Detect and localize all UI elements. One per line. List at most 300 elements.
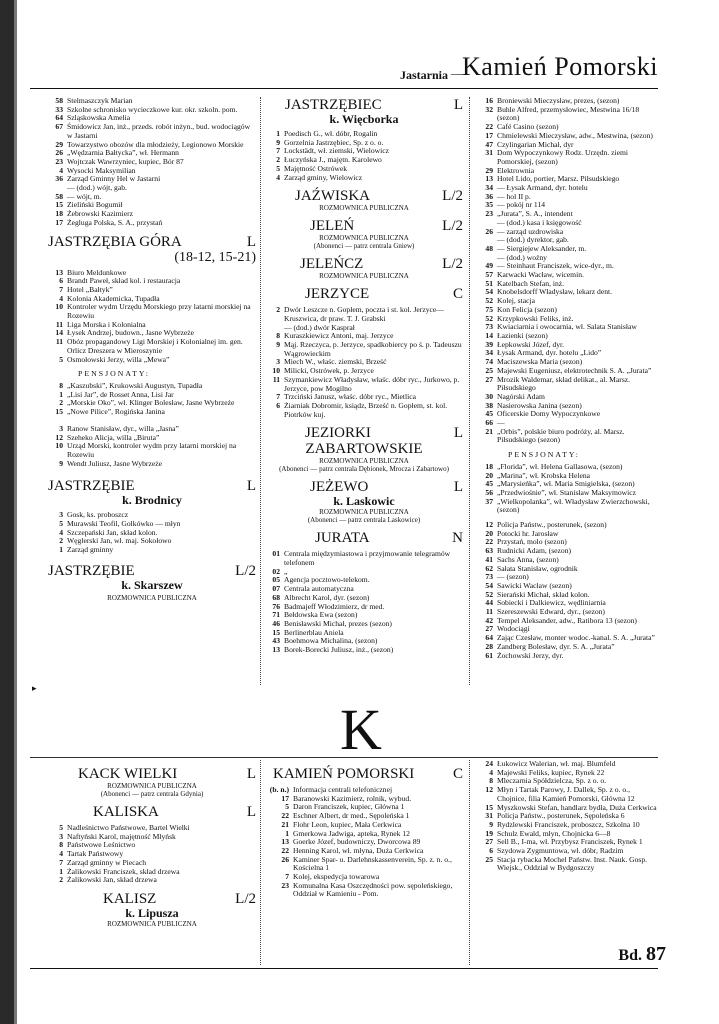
entry-number: 16 xyxy=(485,96,493,105)
entry-text: Sell B., I-ma, wł. Przybysz Franciszek, Rynek 1 xyxy=(497,837,643,847)
entry-number: 39 xyxy=(485,339,493,349)
entry-number: 35 xyxy=(485,200,493,210)
place-tag: L/2 xyxy=(442,188,463,205)
place-note: ROZMOWNICA PUBLICZNA xyxy=(319,457,409,466)
entry-number: 52 xyxy=(485,296,493,306)
entry-number: 73 xyxy=(485,572,493,582)
place-name: JASTRZĘBIA GÓRA xyxy=(48,233,182,250)
entry-text: Kolej, stacja xyxy=(497,296,535,306)
place-name: JAŹWISKA xyxy=(295,188,370,205)
directory-list xyxy=(48,382,256,417)
place-heading xyxy=(48,478,256,494)
directory-entry xyxy=(265,550,463,567)
section-label: PENSJONATY: xyxy=(508,450,580,460)
entry-number: 45 xyxy=(485,479,493,489)
entry-number: 11 xyxy=(485,607,493,617)
place-note: (Abonenci — patrz centrala Gdynia) xyxy=(100,790,204,798)
entry-text: Łuczyńska J., majętn. Karolewo xyxy=(284,155,382,165)
place-name: KALISZ xyxy=(103,890,157,907)
entry-number: 2 xyxy=(59,398,63,408)
entry-text: Żalikowski Franciszek, skład drzewa xyxy=(67,866,180,876)
entry-text: Szeheko Alicja, willa „Biruta” xyxy=(67,432,160,442)
entry-text: Przystań, molo (sezon) xyxy=(497,537,567,547)
entry-text: Obóz propagandowy Ligi Morskiej i Kolonialnej im. gen. Orlicz Dreszera w Mieroszynie xyxy=(67,337,243,355)
margin-mark: ▸ xyxy=(32,683,37,693)
entry-number: 13 xyxy=(485,174,493,184)
entry-text: Eschner Albert, dr med., Sępoleńska 1 xyxy=(293,811,410,821)
entry-number: 6 xyxy=(489,846,493,856)
place-tag: C xyxy=(452,766,463,782)
place-name: JEZIORKI xyxy=(305,425,371,442)
entry-text: Żochowski Jerzy, dyr. xyxy=(497,650,564,660)
place-subtitle: k. Brodnicy xyxy=(122,493,182,508)
entry-text: Milicki, Ostrówek, p. Jerzyce xyxy=(284,366,374,376)
page-footer xyxy=(618,943,666,966)
place-name: ZABARTOWSKIE xyxy=(305,441,423,458)
directory-entry xyxy=(48,876,256,885)
entry-number: 54 xyxy=(485,580,493,590)
entry-text: „Nowe Pilice”, Rogińska Janina xyxy=(67,407,165,417)
directory-entry xyxy=(48,546,256,555)
place-heading xyxy=(48,234,256,250)
entry-text: Ranow Stanisław, dyr., willa „Jasna” xyxy=(67,423,179,433)
entry-text: Kolonia Akademicka, Tupadła xyxy=(67,293,160,303)
entry-text: Węglerski Jan, wł. maj. Sokołowo xyxy=(67,536,172,546)
column-divider xyxy=(469,760,470,965)
entry-text: Sałata Stanisław, ogrodnik xyxy=(497,563,578,573)
directory-entry xyxy=(48,303,256,320)
entry-text: Oficerskie Domy Wypoczynkowe xyxy=(497,409,601,419)
entry-number: 66 xyxy=(485,418,493,428)
entry-text: Liga Morska i Kolonialna xyxy=(67,319,146,329)
entry-number: 9 xyxy=(276,137,280,147)
entry-text: Karwacki Wacław, wicemin. xyxy=(497,270,584,280)
entry-number: 12 xyxy=(55,432,63,442)
entry-number: 23 xyxy=(281,880,289,890)
entry-text: Baranowski Kazimierz, rolnik, wybud. xyxy=(293,793,412,803)
entry-number: 5 xyxy=(59,354,63,364)
directory-list xyxy=(265,306,463,419)
directory-entry xyxy=(478,428,658,445)
directory-entry xyxy=(265,376,463,393)
section-letter: K xyxy=(340,697,382,762)
entry-number: 7 xyxy=(285,872,289,882)
entry-text: Sawicki Wacław (sezon) xyxy=(497,580,572,590)
place-name: KALISKA xyxy=(93,804,159,820)
entry-text: Badmajeff Włodzimierz, dr med. xyxy=(284,601,385,611)
entry-number: 10 xyxy=(272,366,280,376)
entry-number: 07 xyxy=(272,584,280,594)
entry-number: 14 xyxy=(55,328,63,338)
entry-number: 8 xyxy=(59,380,63,390)
entry-number: 6 xyxy=(59,276,63,286)
directory-list xyxy=(478,521,658,660)
directory-entry xyxy=(478,106,658,123)
entry-text: Albrecht Karol, dyr. (sezon) xyxy=(284,592,370,602)
entry-text: Żebrowski Kazimierz xyxy=(67,209,133,219)
entry-number: 25 xyxy=(485,365,493,375)
directory-entry xyxy=(265,882,463,899)
entry-text: Szymankiewicz Władysław, właśc. dóbr ryc., Jurkowo, p. Jerzyce, pow Mogilno xyxy=(284,374,460,393)
entry-text: Centrala automatyczna xyxy=(284,584,354,594)
entry-text: Katelbach Stefan, inż. xyxy=(497,278,565,288)
entry-text: — Siergiejew Aleksander, m. xyxy=(497,243,587,253)
entry-text: „Florida”, wł. Helena Gallasowa, (sezon) xyxy=(497,461,623,471)
entry-text: Hotel „Bałtyk” xyxy=(67,284,113,294)
entry-number: 3 xyxy=(59,423,63,433)
entry-number: 4 xyxy=(489,767,493,777)
place-note: ROZMOWNICA PUBLICZNA xyxy=(107,593,197,602)
entry-number: 26 xyxy=(281,854,289,864)
place-subtitle: k. Lipusza xyxy=(125,905,179,920)
entry-number: 58 xyxy=(55,191,63,201)
entry-number: 62 xyxy=(485,563,493,573)
entry-number: 57 xyxy=(485,270,493,280)
entry-text: Myszkowski Stefan, handlarz bydła, Duża Cerkwica xyxy=(497,802,657,812)
entry-number: 6 xyxy=(276,400,280,410)
entry-text: — Steinhaut Franciszek, wice-dyr., m. xyxy=(497,261,614,271)
directory-list xyxy=(478,463,658,515)
directory-entry xyxy=(478,376,658,393)
entry-number: 12 xyxy=(485,785,493,795)
scan-left-edge xyxy=(0,0,14,1024)
entry-text: — wójt, m. xyxy=(67,191,102,201)
place-heading xyxy=(265,218,463,234)
entry-number: 64 xyxy=(485,633,493,643)
entry-number: 18 xyxy=(485,461,493,471)
entry-text: Stacja rybacka Mochel Państw. Inst. Nauk. Gosp. Wiejsk., Oddział w Bydgoszczy xyxy=(497,854,648,873)
entry-number: 29 xyxy=(55,139,63,149)
entry-text: Maciszewska Maria (sezon) xyxy=(497,357,583,367)
entry-number: 52 xyxy=(485,313,493,323)
place-name: JEŻEWO xyxy=(310,479,369,496)
entry-text: — (dod.) dwór Kasprał xyxy=(284,322,355,332)
entry-text: Informacja centrali telefonicznej xyxy=(293,785,393,794)
entry-text: Wendt Juliusz, Jasne Wybrzeże xyxy=(67,458,162,468)
section-label: PENSJONATY: xyxy=(78,369,150,379)
place-tag: L xyxy=(453,425,463,442)
entry-number: 3 xyxy=(276,357,280,367)
section-rule xyxy=(30,757,658,758)
entry-number: 1 xyxy=(59,866,63,876)
place-tag: L xyxy=(246,478,256,495)
directory-entry xyxy=(478,410,658,419)
entry-text: Łysek Andrzej, budown., Jasne Wybrzeże xyxy=(67,328,194,338)
entry-number: 11 xyxy=(55,319,63,329)
entry-text: Majewski Eugeniusz, elektrotechnik S. A. „Jurata” xyxy=(497,365,652,375)
entry-text: „ xyxy=(284,566,288,576)
entry-text: Naftyński Karol, majętność Młyńsk xyxy=(67,831,176,841)
entry-text: Szczepański Jan, skład kolon. xyxy=(67,527,158,537)
column-divider xyxy=(469,97,470,685)
entry-text: Czylingarian Michał, dyr xyxy=(497,139,574,149)
entry-number: 47 xyxy=(485,139,493,149)
entry-number: 10 xyxy=(55,302,63,312)
entry-text: Tempel Aleksander, adw., Ratibora 13 (sezon) xyxy=(497,615,637,625)
entry-text: Gorzelnia Jastrzębiec, Sp. z o. o. xyxy=(284,137,384,147)
entry-number: 9 xyxy=(59,458,63,468)
entry-number: 4 xyxy=(59,165,63,175)
directory-entry xyxy=(48,442,256,459)
entry-number: 3 xyxy=(59,831,63,841)
directory-list xyxy=(48,425,256,469)
entry-number: 27 xyxy=(485,624,493,634)
entry-text: Wysocki Maksymilian xyxy=(67,165,136,175)
entry-number: 49 xyxy=(485,261,493,271)
entry-text: Kontroler wydm Urzędu Morskiego przy latarni morskiej na Rozewiu xyxy=(67,302,251,321)
directory-entry xyxy=(265,341,463,358)
entry-text: Mrozik Waldemar, skład delikat., al. Marsz. Piłsudskiego xyxy=(497,374,631,393)
entry-text: Nagórski Adam xyxy=(497,391,545,401)
entry-text: Majętność Ostrówek xyxy=(284,163,348,173)
entry-number: 19 xyxy=(485,828,493,838)
entry-number: 56 xyxy=(485,487,493,497)
entry-text: — (dod.) kasa i księgowość xyxy=(497,217,582,227)
header-title: Kamień Pomorski xyxy=(462,52,658,81)
entry-number: 7 xyxy=(59,284,63,294)
directory-entry xyxy=(478,498,658,515)
directory-entry xyxy=(265,306,463,323)
column-2 xyxy=(265,97,463,655)
place-note: ROZMOWNICA PUBLICZNA xyxy=(319,508,409,517)
entry-number: 58 xyxy=(55,96,63,105)
entry-number: 37 xyxy=(485,496,493,506)
directory-entry xyxy=(478,149,658,166)
entry-text: Sachs Anna, (sezon) xyxy=(497,554,559,564)
place-tag: L xyxy=(246,766,256,782)
place-name: KAMIEŃ POMORSKI xyxy=(273,766,415,782)
entry-text: Żiarniak Dobromir, ksiądz, Brześć n. Gopłem, st. kol. Piotrków kuj. xyxy=(284,400,448,419)
place-note: ROZMOWNICA PUBLICZNA xyxy=(107,782,197,790)
directory-entry xyxy=(48,460,256,469)
entry-text: Zieliński Bogumił xyxy=(67,200,123,210)
entry-text: Państwowe Leśnictwo xyxy=(67,840,136,850)
entry-text: Knobelsdorff Władysław, lekarz dent. xyxy=(497,287,612,297)
entry-number: 18 xyxy=(55,209,63,219)
entry-number: 11 xyxy=(55,337,63,347)
entry-text: Brandt Paweł, skład kol. i restauracja xyxy=(67,276,181,286)
entry-text: Agencja pocztowo-telekom. xyxy=(284,575,370,585)
directory-entry xyxy=(478,856,658,873)
place-name: JERZYCE xyxy=(305,286,370,303)
entry-text: — (dod.) woźny xyxy=(497,252,547,262)
entry-number: 7 xyxy=(59,857,63,867)
place-note: ROZMOWNICA PUBLICZNA xyxy=(319,204,409,213)
place-name: JURATA xyxy=(315,530,370,547)
entry-number: 2 xyxy=(276,155,280,165)
entry-number: 74 xyxy=(485,357,493,367)
bottom-column-2 xyxy=(265,760,463,899)
directory-entry xyxy=(265,646,463,655)
place-tag: L/2 xyxy=(235,562,256,579)
entry-number: 22 xyxy=(281,811,289,821)
place-note: ROZMOWNICA PUBLICZNA xyxy=(319,272,409,281)
entry-text: „Morskie Oko”, wł. Klinger Bolesław, Jasne Wybrzeże xyxy=(67,398,235,408)
entry-text: Zandberg Bolesław, dyr. S. A. „Jurata” xyxy=(497,641,615,651)
entry-number: 02 xyxy=(272,566,280,576)
entry-number: 36 xyxy=(485,191,493,201)
entry-number: 1 xyxy=(59,389,63,399)
entry-text: Zarząd Gminny Hel w Jastarni xyxy=(67,174,161,184)
entry-text: Buhle Alfred, przemysłowiec, Mestwina 16/18 (sezon) xyxy=(497,104,640,123)
page-number: 87 xyxy=(646,943,666,965)
entry-text: Flohr Leon, kupiec, Mała Cerkwica xyxy=(293,819,402,829)
place-name: JELEŃCZ xyxy=(300,256,364,273)
place-note: (Abonenci — patrz centrala Dębionek, Mrocza i Zabartowo) xyxy=(279,465,449,474)
entry-number: 67 xyxy=(55,122,63,132)
entry-number: 34 xyxy=(485,183,493,193)
entry-number: 15 xyxy=(55,407,63,417)
entry-text: Kaminer Spar- u. Darlehnskassenverein, Sp. z. n. o., Kościelna 1 xyxy=(293,854,452,873)
entry-number: 48 xyxy=(485,243,493,253)
entry-text: Zarząd gminny xyxy=(67,545,114,555)
directory-entry xyxy=(265,174,463,183)
entry-number: 29 xyxy=(485,165,493,175)
entry-number: 24 xyxy=(485,759,493,768)
entry-number: 1 xyxy=(285,828,289,838)
entry-text: „Marina”, wł. Krobska Helena xyxy=(497,470,590,480)
place-heading xyxy=(265,286,463,302)
footer-rule xyxy=(30,968,658,969)
entry-number: 68 xyxy=(272,592,280,602)
entry-number: 73 xyxy=(485,322,493,332)
entry-number: 8 xyxy=(276,331,280,341)
entry-number: 27 xyxy=(485,374,493,384)
place-tag: L/2 xyxy=(442,218,463,235)
entry-number: 44 xyxy=(485,598,493,608)
entry-text: Benisławski Michał, prezes (sezon) xyxy=(284,618,392,628)
entry-number: (b. n.) xyxy=(269,785,289,794)
entry-number: 71 xyxy=(272,610,280,620)
entry-text: Potocki hr. Jarosław xyxy=(497,528,559,538)
directory-entry xyxy=(265,402,463,419)
entry-text: Łukowicz Walerian, wł. maj. Blumfeld xyxy=(497,759,616,768)
entry-text: Łysak Armand, dyr. hotelu „Lido” xyxy=(497,348,602,358)
place-subtitle: k. Więcborka xyxy=(329,112,399,126)
place-tag: L xyxy=(246,804,256,820)
entry-text: Młyn i Tartak Parowy, J. Dallek, Sp. z o. o., Chojnice, filia Kamień Pomorski, Główna 12 xyxy=(497,785,635,803)
entry-text: — (sezon) xyxy=(497,572,529,582)
entry-number: 15 xyxy=(485,802,493,812)
entry-text: Sobiecki i Dalkiewicz, wędliniarnia xyxy=(497,598,606,608)
entry-text: Gmerkowa Jadwiga, apteka, Rynek 12 xyxy=(293,828,410,838)
entry-text: Urząd Morski, kontroler wydm przy latarni morskiej na Rozewiu xyxy=(67,441,237,459)
header-dash: — xyxy=(451,66,463,80)
entry-text: Schulz Ewald, młyn, Chojnicka 6—8 xyxy=(497,828,611,838)
entry-number: 9 xyxy=(489,819,493,829)
entry-text: Zarząd gminy, Wielowicz xyxy=(284,172,363,182)
column-1 xyxy=(48,97,256,602)
place-heading xyxy=(48,563,256,579)
place-heading xyxy=(265,256,463,272)
entry-text: Gosk, ks. proboszcz xyxy=(67,510,129,520)
directory-list xyxy=(265,550,463,654)
place-name: JASTRZĘBIE xyxy=(48,478,135,495)
entry-number: 26 xyxy=(485,226,493,236)
entry-text: Murawski Teofil, Golkówko — młyn xyxy=(67,519,181,529)
place-tag: C xyxy=(452,286,463,303)
entry-number: 2 xyxy=(59,536,63,546)
place-heading xyxy=(48,891,256,907)
entry-number: 01 xyxy=(272,549,280,559)
header-rule xyxy=(30,88,658,89)
entry-number: 75 xyxy=(485,304,493,314)
entry-text: „Wędzarnia Bałtycka”, wł. Hermann xyxy=(67,148,179,158)
entry-text: Rydzlewski Franciszek, proboszcz, Szkolna 10 xyxy=(497,819,640,829)
place-tag: L xyxy=(246,233,256,250)
entry-text: Poedisch G., wł. dóbr, Rogalin xyxy=(284,129,378,138)
entry-text: „Jurata”, S. A., intendent xyxy=(497,209,573,219)
place-heading xyxy=(48,804,256,820)
entry-number: 2 xyxy=(59,875,63,885)
entry-text: Osmołowski Jerzy, willa „Mewa” xyxy=(67,354,170,364)
entry-text: Dwór Leszcze n. Gopłem, poczta i st. kol. Jerzyce—Kruszwica, dr praw. T. J. Grabski xyxy=(284,305,444,323)
entry-text: Elektrownia xyxy=(497,165,535,175)
directory-list xyxy=(48,269,256,365)
header-left: Jastarnia xyxy=(400,68,448,82)
entry-text: Chmielewski Mieczysław, adw., Mestwina, (sezon) xyxy=(497,130,653,140)
entry-number: 15 xyxy=(55,200,63,210)
entry-number: 4 xyxy=(276,172,280,182)
entry-text: Hotel Lido, portier, Marsz. Piłsudskiego xyxy=(497,174,620,184)
entry-number: 13 xyxy=(272,645,280,655)
entry-text: — zarząd uzdrowiska xyxy=(497,226,564,236)
entry-number: 1 xyxy=(59,545,63,555)
entry-number: 10 xyxy=(55,441,63,451)
place-heading xyxy=(265,425,463,441)
directory-entry xyxy=(265,856,463,873)
entry-number: 21 xyxy=(485,426,493,436)
entry-number: 17 xyxy=(485,130,493,140)
entry-text: Kon Felicja (sezon) xyxy=(497,304,557,314)
entry-number: 5 xyxy=(285,802,289,812)
entry-text: Café Casino (sezon) xyxy=(497,122,559,132)
entry-number: 2 xyxy=(276,305,280,315)
bottom-column-3 xyxy=(478,760,658,873)
entry-text: — Łysak Armand, dyr. hotelu xyxy=(497,183,588,193)
entry-number: 14 xyxy=(485,330,493,340)
entry-text: „Przedwiośnie”, wł. Stanisław Maksymowicz xyxy=(497,487,636,497)
place-heading xyxy=(265,97,463,113)
entry-number: 76 xyxy=(272,601,280,611)
entry-number: 26 xyxy=(55,148,63,158)
place-name: JELEŃ xyxy=(310,218,355,235)
place-tag: L/2 xyxy=(235,890,256,907)
entry-number: 13 xyxy=(281,837,289,847)
place-heading-line2 xyxy=(265,441,463,457)
entry-text: Kwiaciarnia i owocarnia, wł. Salata Stanisław xyxy=(497,322,637,332)
entry-number: 13 xyxy=(55,267,63,277)
entry-text: Zarząd gminny w Piecach xyxy=(67,857,147,867)
entry-number: 20 xyxy=(485,528,493,538)
entry-text: Towarzystwo obozów dla młodzieży, Legionowo Morskie xyxy=(67,139,244,149)
entry-number: 46 xyxy=(272,618,280,628)
place-tag: L xyxy=(453,479,463,496)
entry-number: 22 xyxy=(485,122,493,132)
entry-text: Nadleśnictwo Państwowe, Bartel Wielki xyxy=(67,823,190,832)
entry-text: Dom Wypoczynkowy Rodz. Urzędn. ziemi Pomorskiej, (sezon) xyxy=(497,148,628,166)
entry-number: 3 xyxy=(59,510,63,520)
place-tag: L xyxy=(453,97,463,113)
place-name: KACK WIELKI xyxy=(78,766,178,782)
entry-text: Śmidowicz Jan, inż., przeds. robót inżyn., bud. wodociągów w Jastarni xyxy=(67,122,251,140)
entry-number: 11 xyxy=(272,374,280,384)
entry-text: Żegluga Polska, S. A., przystań xyxy=(67,217,163,227)
entry-text: Zając Czesław, monter wodoc.-kanal. S. A. „Jurata” xyxy=(497,633,655,643)
entry-text: — (dod.) dyrektor, gab. xyxy=(497,235,569,245)
entry-text: Borek-Borecki Juliusz, inż., (sezon) xyxy=(284,645,394,655)
entry-number: 17 xyxy=(55,217,63,227)
